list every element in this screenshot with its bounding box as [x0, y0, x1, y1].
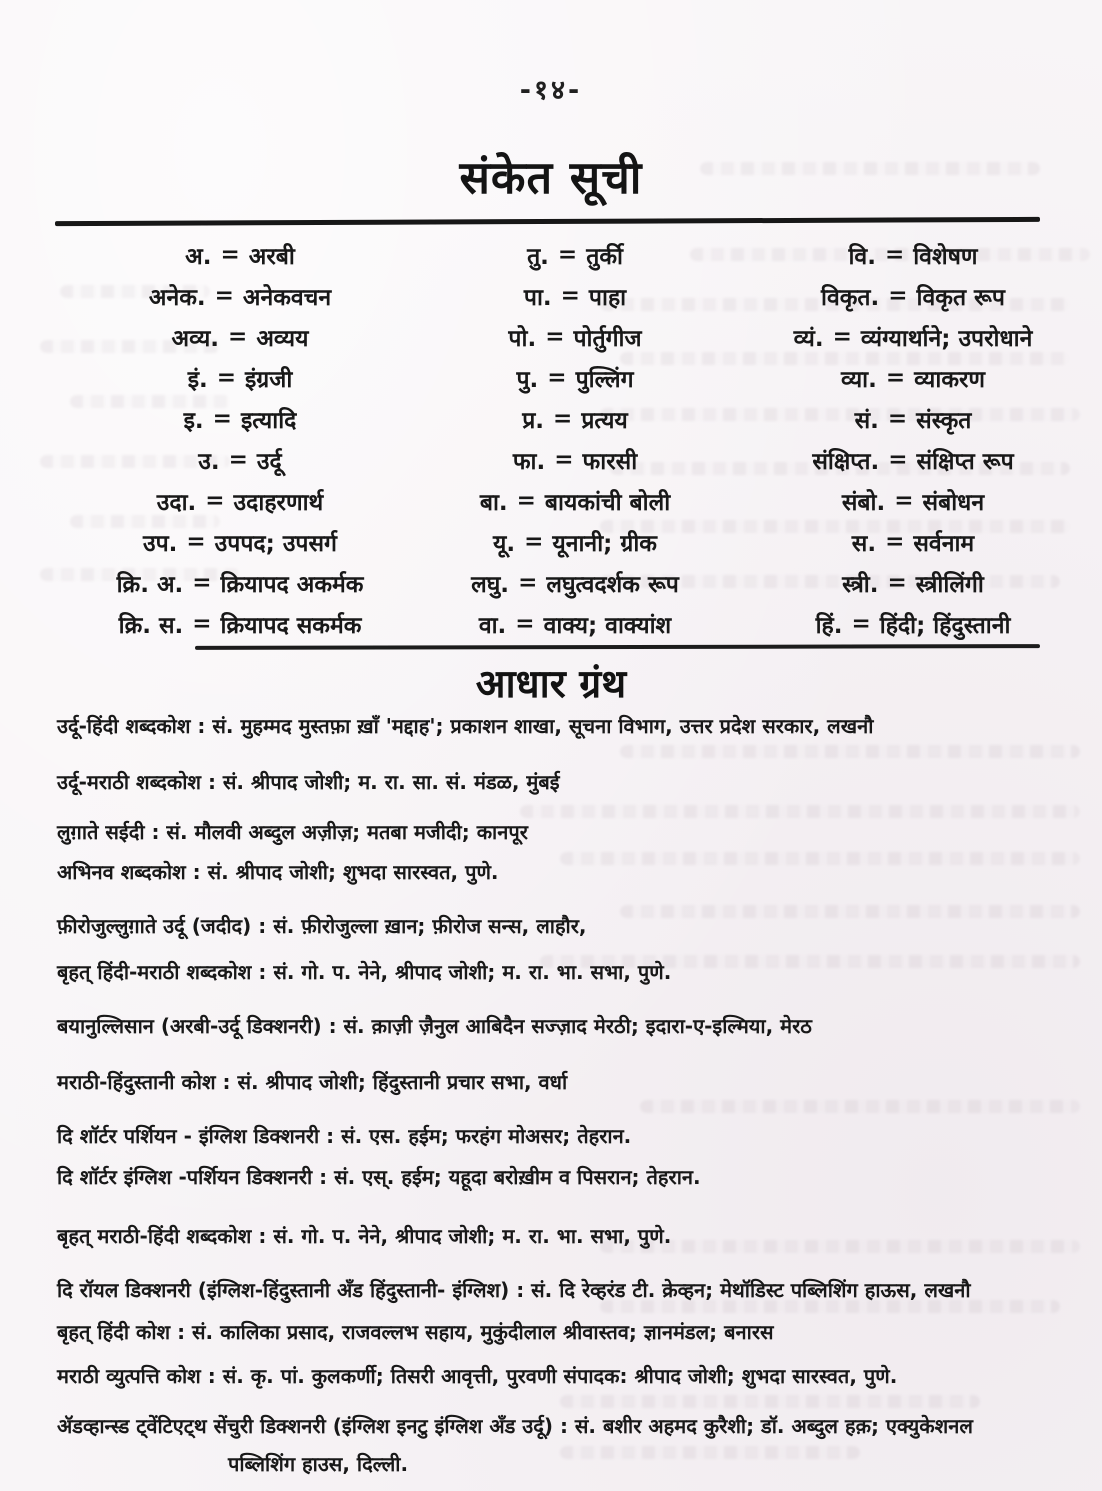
abbreviation-column-1 [40, 234, 440, 644]
abbreviation-value: उपपद; उपसर्ग [214, 530, 337, 557]
abbreviation-row [395, 357, 755, 398]
bleedthrough-smudge [620, 745, 1080, 758]
horizontal-rule-top [55, 217, 1040, 226]
abbreviation-row [733, 398, 1093, 439]
abbreviation-key: स. [851, 530, 877, 557]
abbreviation-value: बायकांची बोली [544, 489, 671, 516]
abbreviation-row [733, 480, 1093, 521]
abbreviation-row [733, 357, 1093, 398]
abbreviation-row [395, 316, 755, 357]
abbreviation-value: सर्वनाम [913, 530, 975, 557]
abbreviation-value: हिंदी; हिंदुस्तानी [879, 612, 1011, 639]
equals-sign: = [524, 528, 544, 555]
abbreviation-key: विकृत. [820, 284, 880, 311]
abbreviation-value: विशेषण [913, 243, 978, 270]
abbreviation-row [40, 562, 440, 603]
equals-sign: = [884, 241, 905, 268]
abbreviation-row [733, 521, 1093, 562]
abbreviation-value: अव्यय [256, 325, 309, 352]
abbreviation-row [40, 603, 440, 644]
abbreviation-row [40, 480, 440, 521]
abbreviation-key: सं. [854, 407, 879, 434]
abbreviation-row [733, 603, 1093, 644]
source-entry-continuation: पब्लिशिंग हाउस, दिल्ली. [228, 1452, 409, 1476]
source-entry: मराठी-हिंदुस्तानी कोश : सं. श्रीपाद जोशी; हिंदुस्तानी प्रचार सभा, वर्धा [57, 1070, 568, 1094]
page-number: -१४- [519, 75, 583, 106]
abbreviation-value: क्रियापद अकर्मक [220, 571, 364, 598]
abbreviation-key: पो. [508, 325, 537, 352]
abbreviation-key: यू. [493, 530, 516, 557]
bleedthrough-smudge [560, 1395, 980, 1408]
equals-sign: = [186, 528, 206, 555]
equals-sign: = [887, 569, 907, 596]
abbreviation-row [40, 275, 440, 316]
equals-sign: = [888, 446, 908, 473]
source-entry: अभिनव शब्दकोश : सं. श्रीपाद जोशी; शुभदा सारस्वत, पुणे. [57, 860, 499, 884]
abbreviation-value: पोर्तुगीज [573, 325, 642, 352]
abbreviation-row [395, 398, 755, 439]
sources-section-title: आधार ग्रंथ [475, 662, 627, 707]
abbreviation-row [733, 316, 1093, 357]
equals-sign: = [560, 282, 580, 309]
abbreviation-row [40, 439, 440, 480]
equals-sign: = [554, 446, 574, 473]
equals-sign: = [216, 364, 236, 391]
source-entry: बृहत् हिंदी कोश : सं. कालिका प्रसाद, राजवल्लभ सहाय, मुकुंदीलाल श्रीवास्तव; ज्ञानमंडल; बनारस [57, 1320, 774, 1344]
source-entry: बयानुल्लिसान (अरबी-उर्दू डिक्शनरी) : सं. क़ाज़ी ज़ैनुल आबिदैन सज्ज़ाद मेरठी; इदारा-ए-इल्मिया, मेरठ [57, 1014, 812, 1038]
abbreviation-row [733, 275, 1093, 316]
abbreviation-key: इ. [183, 407, 204, 434]
equals-sign: = [851, 610, 871, 637]
abbreviation-row [395, 603, 755, 644]
equals-sign: = [888, 282, 908, 309]
abbreviation-key: संबो. [841, 489, 886, 516]
equals-sign: = [545, 323, 565, 350]
abbreviation-key: व्या. [840, 366, 877, 393]
abbreviation-key: पा. [523, 284, 552, 311]
abbreviation-row [40, 521, 440, 562]
equals-sign: = [553, 405, 573, 432]
source-entry: दि शॉर्टर इंग्लिश -पर्शियन डिक्शनरी : सं. एस्. हईम; यहूदा बरोख़ीम व पिसरान; तेहरान. [57, 1165, 701, 1189]
equals-sign: = [518, 569, 538, 596]
equals-sign: = [894, 487, 914, 514]
abbreviation-key: अनेक. [148, 284, 206, 311]
source-entry: उर्दू-हिंदी शब्दकोश : सं. मुहम्मद मुस्तफ़ा ख़ाँ 'मद्दाह'; प्रकाशन शाखा, सूचना विभाग, उत्तर प्रदेश सरकार, लखनौ [57, 714, 874, 738]
abbreviation-key: तु. [527, 243, 549, 270]
abbreviation-row [395, 521, 755, 562]
abbreviation-key: पु. [516, 366, 539, 393]
abbreviation-value: वाक्य; वाक्यांश [543, 612, 672, 639]
abbreviation-key: स्त्री. [842, 571, 879, 598]
abbreviation-row [395, 480, 755, 521]
equals-sign: = [228, 323, 248, 350]
abbreviation-value: तुर्की [586, 243, 623, 270]
abbreviation-key: लघु. [471, 571, 510, 598]
abbreviation-row [40, 234, 440, 275]
abbreviation-key: संक्षिप्त. [812, 448, 880, 475]
abbreviation-key: क्रि. स. [118, 612, 184, 639]
abbreviation-row [40, 398, 440, 439]
abbreviation-key: प्र. [522, 407, 545, 434]
source-entry: बृहत् मराठी-हिंदी शब्दकोश : सं. गो. प. नेने, श्रीपाद जोशी; म. रा. भा. सभा, पुणे. [57, 1224, 672, 1248]
abbreviation-key: फा. [512, 448, 546, 475]
source-entry: दि शॉर्टर पर्शियन - इंग्लिश डिक्शनरी : सं. एस. हईम; फरहंग मोअसर; तेहरान. [57, 1124, 632, 1148]
abbreviation-key: बा. [479, 489, 508, 516]
source-entry: बृहत् हिंदी-मराठी शब्दकोश : सं. गो. प. नेने, श्रीपाद जोशी; म. रा. भा. सभा, पुणे. [57, 960, 672, 984]
abbreviation-value: संबोधन [922, 489, 985, 516]
abbreviation-key: व्यं. [793, 325, 824, 352]
abbreviation-section-title: संकेत सूची [459, 151, 643, 204]
abbreviation-value: क्रियापद सकर्मक [220, 612, 362, 639]
equals-sign: = [214, 282, 234, 309]
abbreviation-row [733, 234, 1093, 275]
abbreviation-key: अव्य. [171, 325, 220, 352]
source-entry: ॲडव्हान्स्ड ट्वेंटिएट्थ सेंचुरी डिक्शनरी (इंग्लिश इनटु इंग्लिश अँड उर्दू) : सं. बशीर अहमद कुरैशी; डॉ. अब्दुल हक़; एक्युकेशनल [57, 1414, 973, 1438]
bleedthrough-smudge [640, 1100, 1080, 1113]
abbreviation-key: इं. [187, 366, 208, 393]
source-entry: मराठी व्युत्पत्ति कोश : सं. कृ. पां. कुलकर्णी; तिसरी आवृत्ती, पुरवणी संपादक: श्रीपाद जोशी; शुभदा सारस्वत, पुणे. [57, 1364, 898, 1388]
abbreviation-key: हिं. [815, 612, 843, 639]
abbreviation-row [40, 316, 440, 357]
abbreviation-value: अनेकवचन [242, 284, 332, 311]
abbreviation-value: अरबी [248, 243, 295, 270]
abbreviation-value: लघुत्वदर्शक रूप [546, 571, 679, 598]
source-entry: उर्दू-मराठी शब्दकोश : सं. श्रीपाद जोशी; म. रा. सा. सं. मंडळ, मुंबई [57, 770, 560, 794]
abbreviation-value: संस्कृत [916, 407, 972, 434]
abbreviation-key: वि. [848, 243, 876, 270]
abbreviation-row [395, 439, 755, 480]
abbreviation-key: क्रि. अ. [116, 571, 184, 598]
abbreviation-key: उ. [198, 448, 220, 475]
abbreviation-row [395, 562, 755, 603]
abbreviation-value: व्यंग्यार्थाने; उपरोधाने [860, 325, 1033, 352]
equals-sign: = [515, 610, 535, 637]
abbreviation-value: इत्यादि [240, 407, 297, 434]
equals-sign: = [192, 610, 212, 637]
abbreviation-value: व्याकरण [914, 366, 986, 393]
equals-sign: = [885, 364, 906, 391]
equals-sign: = [228, 446, 248, 473]
equals-sign: = [557, 241, 578, 268]
equals-sign: = [887, 405, 908, 432]
abbreviation-key: वा. [478, 612, 507, 639]
horizontal-rule-middle [195, 644, 1040, 650]
equals-sign: = [192, 569, 212, 596]
abbreviation-value: इंग्रजी [245, 366, 293, 393]
abbreviation-value: संक्षिप्त रूप [916, 448, 1014, 475]
abbreviation-value: प्रत्यय [581, 407, 628, 434]
abbreviation-value: स्त्रीलिंगी [915, 571, 984, 598]
equals-sign: = [205, 487, 225, 514]
abbreviation-value: पाहा [588, 284, 627, 311]
bleedthrough-smudge [520, 805, 1080, 818]
source-entry: फ़ीरोजुल्लुग़ाते उर्दू (जदीद) : सं. फ़ीरोजुल्ला ख़ान; फ़ीरोज सन्स, लाहौर, [57, 914, 587, 938]
abbreviation-row [40, 357, 440, 398]
abbreviation-value: पुल्लिंग [575, 366, 634, 393]
abbreviation-column-3 [733, 234, 1093, 644]
abbreviation-key: उदा. [156, 489, 197, 516]
equals-sign: = [885, 528, 905, 555]
abbreviation-row [395, 234, 755, 275]
abbreviation-key: उप. [142, 530, 178, 557]
abbreviation-value: उदाहरणार्थ [233, 489, 324, 516]
abbreviation-value: फारसी [582, 448, 638, 475]
abbreviation-value: यूनानी; ग्रीक [552, 530, 657, 557]
equals-sign: = [832, 323, 852, 350]
abbreviation-column-2 [395, 234, 755, 644]
equals-sign: = [547, 364, 567, 391]
abbreviation-row [733, 439, 1093, 480]
equals-sign: = [212, 405, 232, 432]
equals-sign: = [220, 241, 240, 268]
abbreviation-key: अ. [185, 243, 212, 270]
equals-sign: = [516, 487, 536, 514]
abbreviation-row [395, 275, 755, 316]
abbreviation-value: विकृत रूप [916, 284, 1005, 311]
source-entry: लुग़ाते सईदी : सं. मौलवी अब्दुल अज़ीज़; मतबा मजीदी; कानपूर [57, 820, 528, 844]
abbreviation-row [733, 562, 1093, 603]
source-entry: दि रॉयल डिक्शनरी (इंग्लिश-हिंदुस्तानी अँड हिंदुस्तानी- इंग्लिश) : सं. दि रेव्हरंड टी. क्रेव्हन; मेथॉडिस्ट पब्लिशिंग हाऊस, लखनौ [57, 1278, 971, 1302]
abbreviation-value: उर्दू [256, 448, 282, 475]
